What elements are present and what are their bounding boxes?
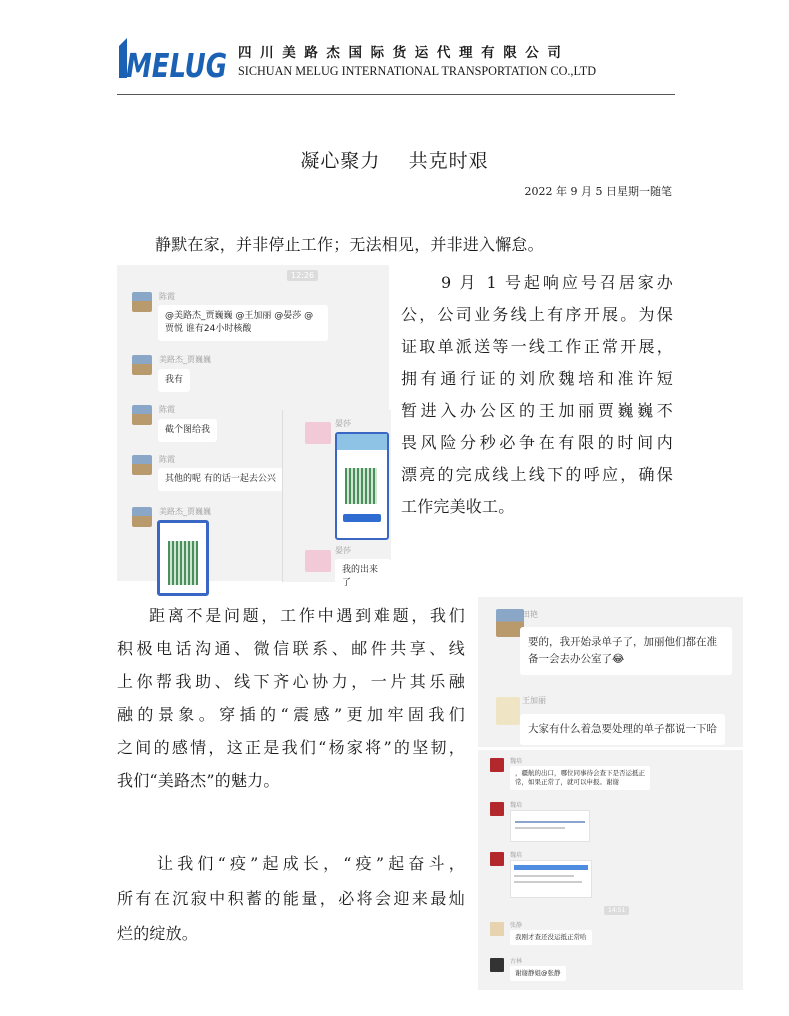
avatar	[305, 422, 331, 444]
chat-message: 其他的呢 有的话一起去公兴	[158, 468, 283, 491]
text-line: 拥有通行证的刘欣魏培和准许短	[401, 369, 673, 388]
chat-message: 谢谢静姐@张静	[510, 966, 566, 981]
sender-name: 美路杰_贾巍巍	[159, 355, 211, 364]
avatar	[132, 455, 152, 475]
text-line: 暂进入办公区的王加丽贾巍巍不	[401, 401, 673, 420]
avatar	[132, 507, 152, 527]
avatar	[490, 802, 504, 816]
sender-name: 古林	[510, 958, 523, 965]
avatar	[490, 922, 504, 936]
sender-name: 陈霞	[159, 405, 175, 414]
text-line: 距离不是问题，工作中遇到难题，我们	[149, 606, 465, 625]
text-line: 烂的绽放。	[117, 924, 199, 943]
sender-name: 晏莎	[335, 546, 351, 555]
text-line: 积极电话沟通、微信联系、邮件共享、线	[117, 639, 465, 658]
chat-message: 我有	[158, 369, 190, 392]
avatar	[490, 958, 504, 972]
avatar	[132, 405, 152, 425]
header-divider	[117, 94, 675, 95]
text-line: 上你帮我助、线下齐心协力，一片其乐融	[117, 672, 465, 691]
paragraph-4	[117, 849, 465, 954]
qr-code-icon	[168, 541, 198, 585]
sender-name: 魏培	[510, 802, 523, 809]
chat-message: 大家有什么着急要处理的单子都说一下哈	[520, 714, 725, 745]
text-line: 所有在沉寂中积蓄的能量，必将会迎来最灿	[117, 889, 465, 908]
article-date: 2022 年 9 月 5 日星期一随笔	[524, 185, 672, 198]
text-line: 9 月 1 号起响应号召居家办	[441, 273, 673, 292]
logo-mark-icon	[117, 34, 229, 85]
company-name-cn: 四川美路杰国际货运代理有限公司	[238, 45, 570, 61]
qr-code-icon	[345, 468, 377, 504]
sender-name: 晏莎	[335, 419, 351, 428]
sender-name: 田艳	[522, 610, 538, 619]
image-attachment	[510, 860, 592, 898]
chat-message: ，疆航的出口，哪位同事待会查下是否运抵正常，如果正常了，就可以申报。谢谢	[510, 766, 650, 790]
company-name-en: SICHUAN MELUG INTERNATIONAL TRANSPORTATION CO.,LTD	[238, 64, 597, 78]
avatar	[132, 292, 152, 312]
intro-paragraph: 静默在家，并非停止工作；无法相见，并非进入懈怠。	[155, 235, 544, 254]
chat-screenshot-2	[478, 597, 743, 747]
paragraph-2	[401, 270, 673, 526]
avatar	[132, 355, 152, 375]
sender-name: 陈霞	[159, 455, 175, 464]
article-title: 凝心聚力 共克时艰	[300, 150, 489, 172]
svg-text:MELUG: MELUG	[126, 46, 227, 85]
avatar	[496, 697, 520, 725]
chat-message: 我的出来了	[335, 559, 391, 595]
chat-message: 截个图给我	[158, 419, 217, 442]
text-line: 融的景象。穿插的“震感”更加牢固我们	[117, 705, 465, 724]
sender-name: 陈霞	[159, 292, 175, 301]
company-logo	[117, 34, 229, 85]
text-line: 之间的感情，这正是我们“杨家将”的坚韧，	[117, 738, 465, 757]
chat-screenshot-3	[478, 750, 743, 990]
sender-name: 魏培	[510, 758, 523, 765]
paragraph-3	[117, 601, 465, 799]
text-line: 工作完美收工。	[401, 497, 515, 516]
text-line: 漂亮的完成线上线下的呼应，确保	[401, 465, 673, 484]
chat-overlay	[282, 410, 391, 588]
sender-name: 魏培	[510, 852, 523, 859]
chat-message: 我刚才查还没运抵正常哈	[510, 930, 592, 945]
chat-message: 要的，我开始录单子了，加丽他们都在准备一会去办公室了😂	[520, 627, 732, 675]
chat-timestamp: 12:26	[287, 270, 318, 281]
sender-name: 美路杰_贾巍巍	[159, 507, 211, 516]
chat-timestamp: 14:51	[604, 906, 629, 915]
image-attachment	[510, 810, 590, 842]
sender-name: 王加丽	[522, 696, 546, 705]
avatar	[305, 550, 331, 572]
text-line: 我们“美路杰”的魅力。	[117, 771, 280, 790]
text-line: 让我们“疫”起成长，“疫”起奋斗，	[157, 854, 465, 873]
health-code-screenshot	[335, 432, 389, 540]
screenshot-thumbnail	[157, 520, 209, 596]
avatar	[490, 758, 504, 772]
text-line: 畏风险分秒必争在有限的时间内	[401, 433, 673, 452]
sender-name: 张静	[510, 922, 523, 929]
avatar	[490, 852, 504, 866]
text-line: 公，公司业务线上有序开展。为保	[401, 305, 673, 324]
text-line: 证取单派送等一线工作正常开展，	[401, 337, 673, 356]
chat-message: @美路杰_贾巍巍 @王加丽 @晏莎 @贾悦 谁有24小时核酸	[158, 305, 328, 341]
